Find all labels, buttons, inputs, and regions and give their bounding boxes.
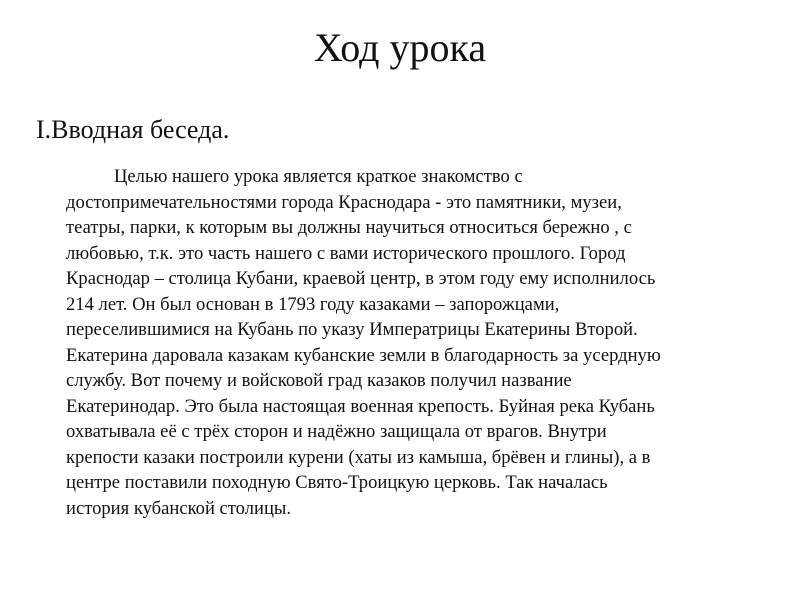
paragraph-line: крепости казаки построили курени (хаты из камыша, брёвен и глины), а в <box>66 446 651 468</box>
paragraph-line: переселившимися на Кубань по указу Императрицы Екатерины Второй. <box>66 319 638 340</box>
paragraph-line: 214 лет. Он был основан в 1793 году казаками – запорожцами, <box>66 293 560 315</box>
paragraph-line: Екатерина даровала казакам кубанские земли в благодарность за усердную <box>66 344 661 366</box>
paragraph-line: Целью нашего урока является краткое знакомство с <box>114 166 523 187</box>
paragraph-line: любовью, т.к. это часть нашего с вами исторического прошлого. Город <box>66 242 626 264</box>
paragraph-line: Краснодар – столица Кубани, краевой центр, в этом году ему исполнилось <box>66 268 656 289</box>
paragraph-line: охватывала её с трёх сторон и надёжно защищала от врагов. Внутри <box>66 421 607 442</box>
paragraph-line: театры, парки, к которым вы должны научиться относиться бережно , с <box>66 217 632 238</box>
slide-title: Ход урока <box>313 25 487 70</box>
paragraph-line: история кубанской столицы. <box>66 497 292 519</box>
paragraph-line: достопримечательностями города Краснодара - это памятники, музеи, <box>66 191 622 213</box>
paragraph-line: Екатеринодар. Это была настоящая военная крепость. Буйная река Кубань <box>66 395 655 417</box>
paragraph-line: центре поставили походную Свято-Троицкую церковь. Так началась <box>66 472 608 493</box>
section-heading: I.Вводная беседа. <box>36 115 230 144</box>
body-paragraph <box>66 164 796 521</box>
paragraph-line: службу. Вот почему и войсковой град казаков получил название <box>66 370 572 391</box>
